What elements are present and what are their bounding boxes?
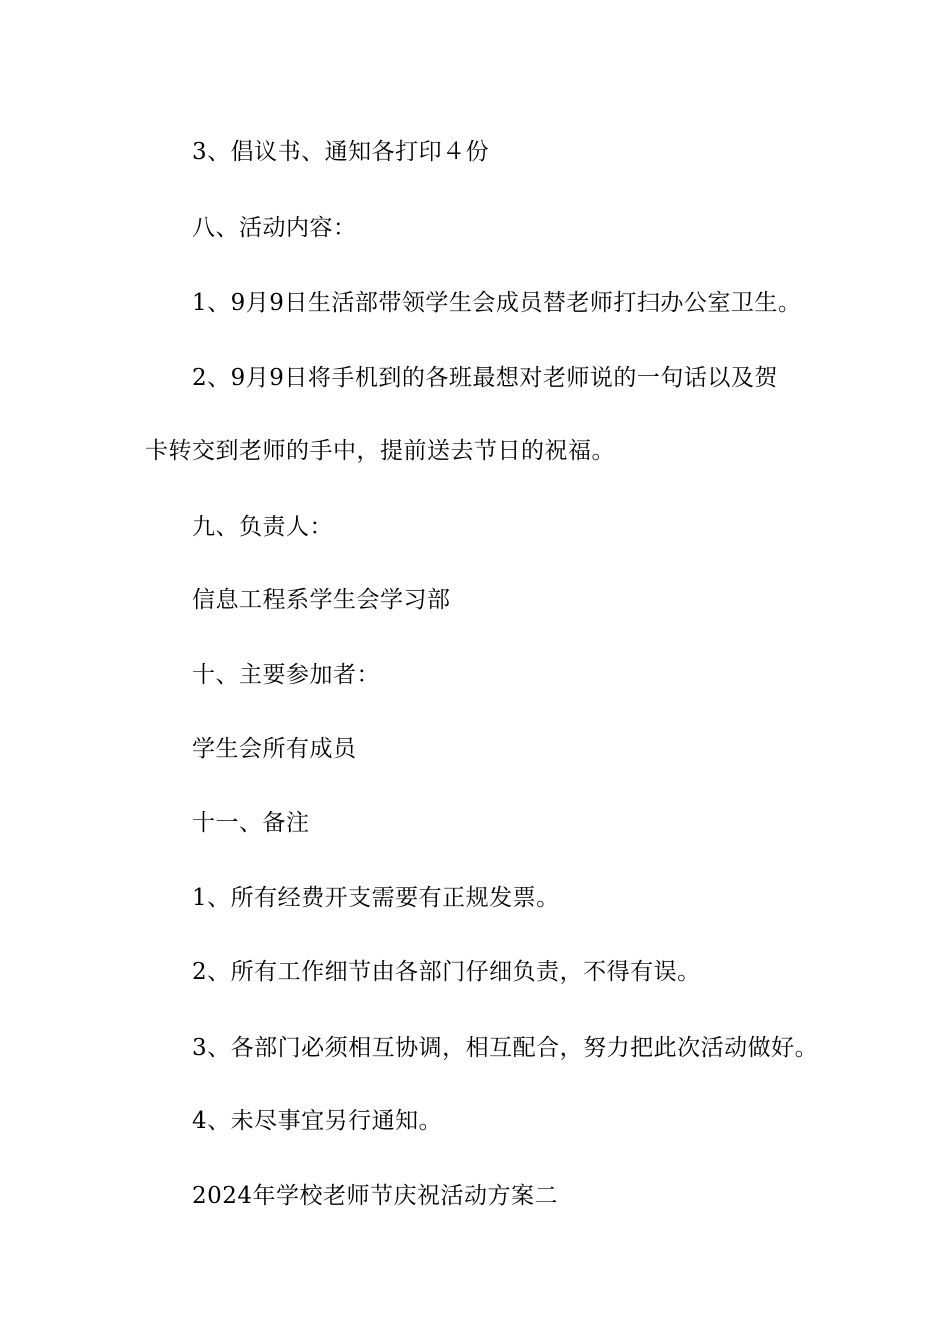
document-title-plan-two: 2024年学校老师节庆祝活动方案二 [192,1183,559,1209]
list-item-activity-2: 2、9月9日将手机到的各班最想对老师说的一句话以及贺 [192,365,778,391]
text-line-person-in-charge: 信息工程系学生会学习部 [192,587,451,613]
list-item-activity-2-continued: 卡转交到老师的手中，提前送去节日的祝福。 [145,438,615,464]
section-heading-activity-content: 八、活动内容： [192,215,357,241]
list-item-activity-1: 1、9月9日生活部带领学生会成员替老师打扫办公室卫生。 [192,290,802,316]
section-heading-notes: 十一、备注 [192,810,310,836]
list-item-note-4: 4、未尽事宜另行通知。 [192,1108,443,1134]
section-heading-participants: 十、主要参加者： [192,662,380,688]
text-line-print-copies: 3、倡议书、通知各打印４份 [192,139,490,165]
list-item-note-1: 1、所有经费开支需要有正规发票。 [192,885,560,911]
list-item-note-2: 2、所有工作细节由各部门仔细负责，不得有误。 [192,959,701,985]
list-item-note-3: 3、各部门必须相互协调，相互配合，努力把此次活动做好。 [192,1035,819,1061]
text-line-participants: 学生会所有成员 [192,736,357,762]
section-heading-person-in-charge: 九、负责人： [192,514,333,540]
